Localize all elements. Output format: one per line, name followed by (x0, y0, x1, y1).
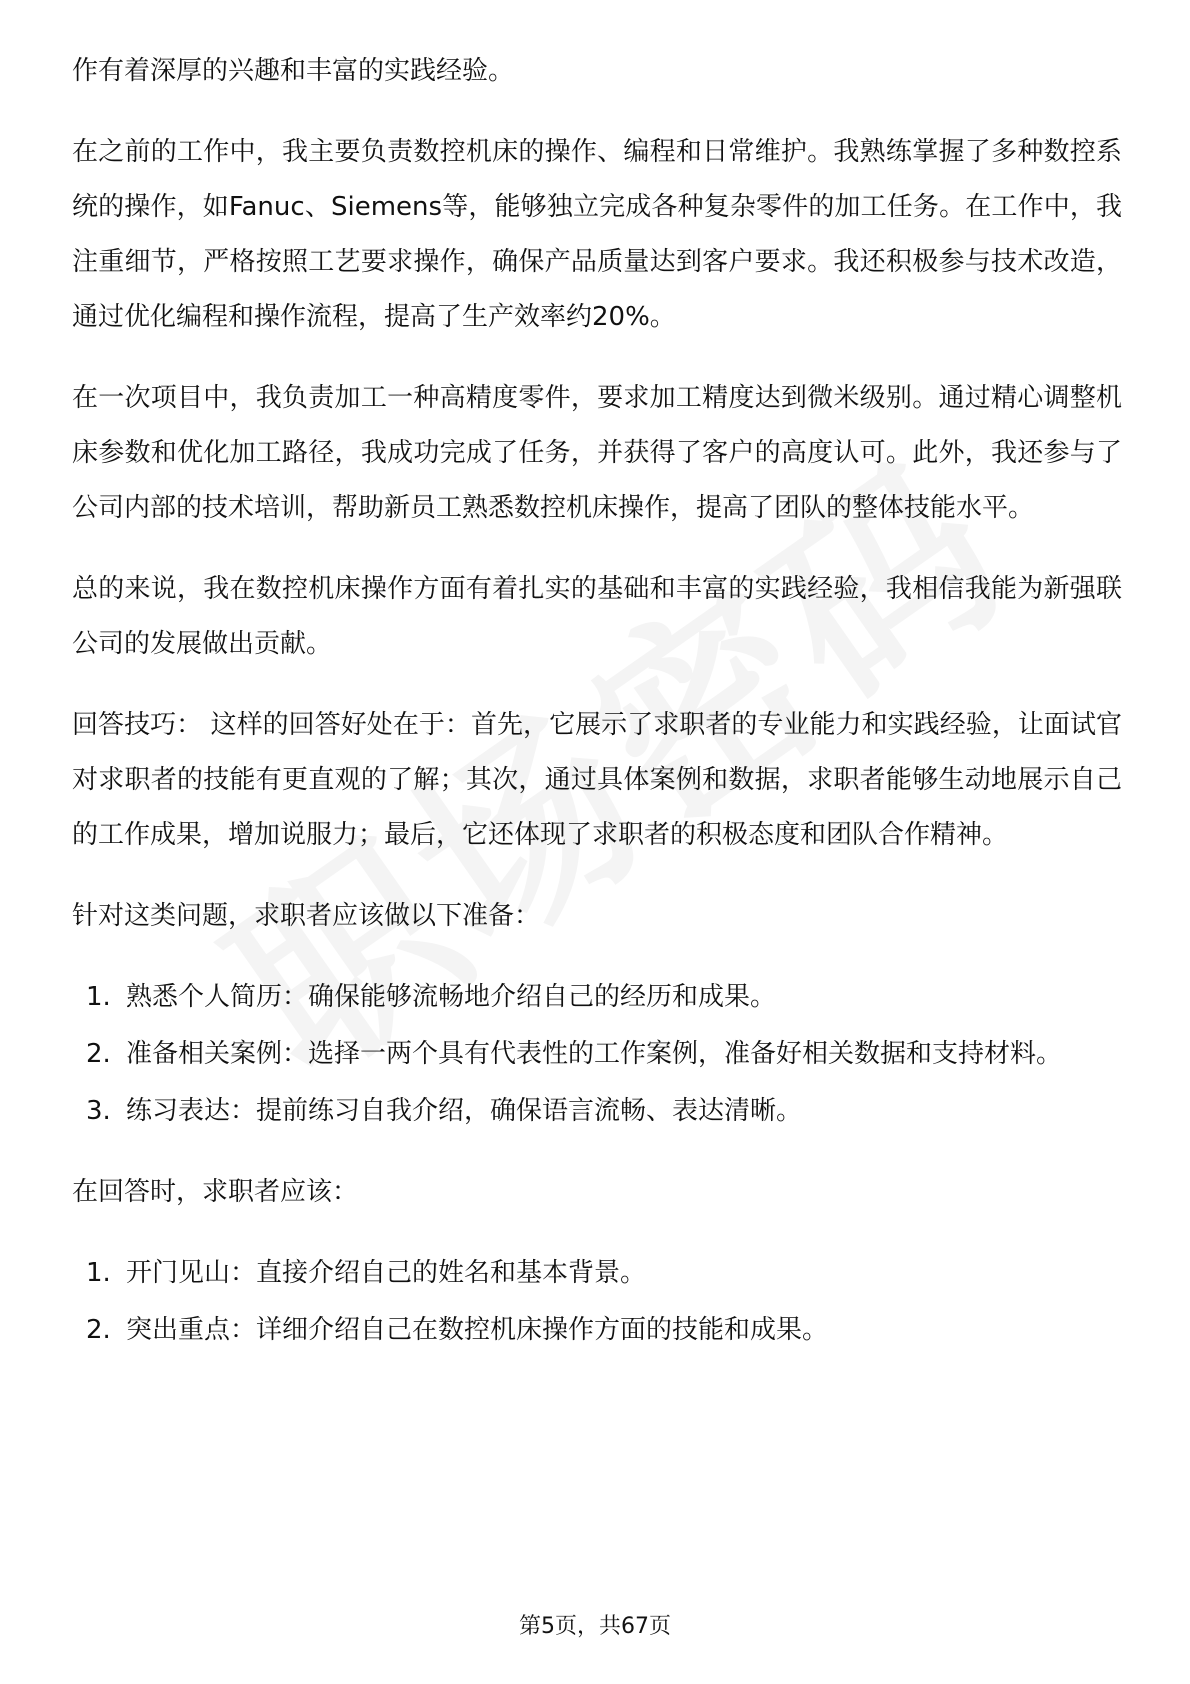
list-item-text: 突出重点：详细介绍自己在数控机床操作方面的技能和成果。 (126, 1315, 829, 1345)
list-number: 2. (86, 1315, 111, 1345)
answer-tips-paragraph: 回答技巧： 这样的回答好处在于：首先，它展示了求职者的专业能力和实践经验，让面试官对求职者的技能有更直观的了解；其次，通过具体案例和数据，求职者能够生动地展示自己的工作成果，增加说服力；最后，它还体现了求职者的积极态度和团队合作精神。 (72, 710, 1122, 850)
list-item-text: 练习表达：提前练习自我介绍，确保语言流畅、表达清晰。 (126, 1096, 803, 1126)
list-item (72, 1027, 1122, 1082)
list-item (72, 970, 1122, 1025)
list-item (72, 1084, 1122, 1139)
list-item-text: 准备相关案例：选择一两个具有代表性的工作案例，准备好相关数据和支持材料。 (126, 1039, 1063, 1069)
list-item (72, 1303, 1122, 1358)
list-item-text: 开门见山：直接介绍自己的姓名和基本背景。 (126, 1258, 647, 1288)
paragraph: 作有着深厚的兴趣和丰富的实践经验。 (72, 56, 515, 86)
document-body (72, 44, 1122, 1384)
list-item (72, 1246, 1122, 1301)
answer-list (72, 1246, 1122, 1358)
list-number: 1. (86, 982, 111, 1012)
prep-heading: 针对这类问题，求职者应该做以下准备： (72, 901, 541, 931)
list-number: 2. (86, 1039, 111, 1069)
answer-heading: 在回答时，求职者应该： (72, 1177, 359, 1207)
page-number: 第5页，共67页 (519, 1614, 671, 1639)
paragraph: 在一次项目中，我负责加工一种高精度零件，要求加工精度达到微米级别。通过精心调整机床参数和优化加工路径，我成功完成了任务，并获得了客户的高度认可。此外，我还参与了公司内部的技术培训，帮助新员工熟悉数控机床操作，提高了团队的整体技能水平。 (72, 383, 1122, 523)
list-number: 3. (86, 1096, 111, 1126)
prep-list (72, 970, 1122, 1139)
paragraph: 总的来说，我在数控机床操作方面有着扎实的基础和丰富的实践经验，我相信我能为新强联公司的发展做出贡献。 (72, 574, 1122, 659)
paragraph: 在之前的工作中，我主要负责数控机床的操作、编程和日常维护。我熟练掌握了多种数控系统的操作，如Fanuc、Siemens等，能够独立完成各种复杂零件的加工任务。在工作中，我注重细节，严格按照工艺要求操作，确保产品质量达到客户要求。我还积极参与技术改造，通过优化编程和操作流程，提高了生产效率约20%。 (72, 137, 1122, 332)
list-number: 1. (86, 1258, 111, 1288)
list-item-text: 熟悉个人简历：确保能够流畅地介绍自己的经历和成果。 (126, 982, 777, 1012)
